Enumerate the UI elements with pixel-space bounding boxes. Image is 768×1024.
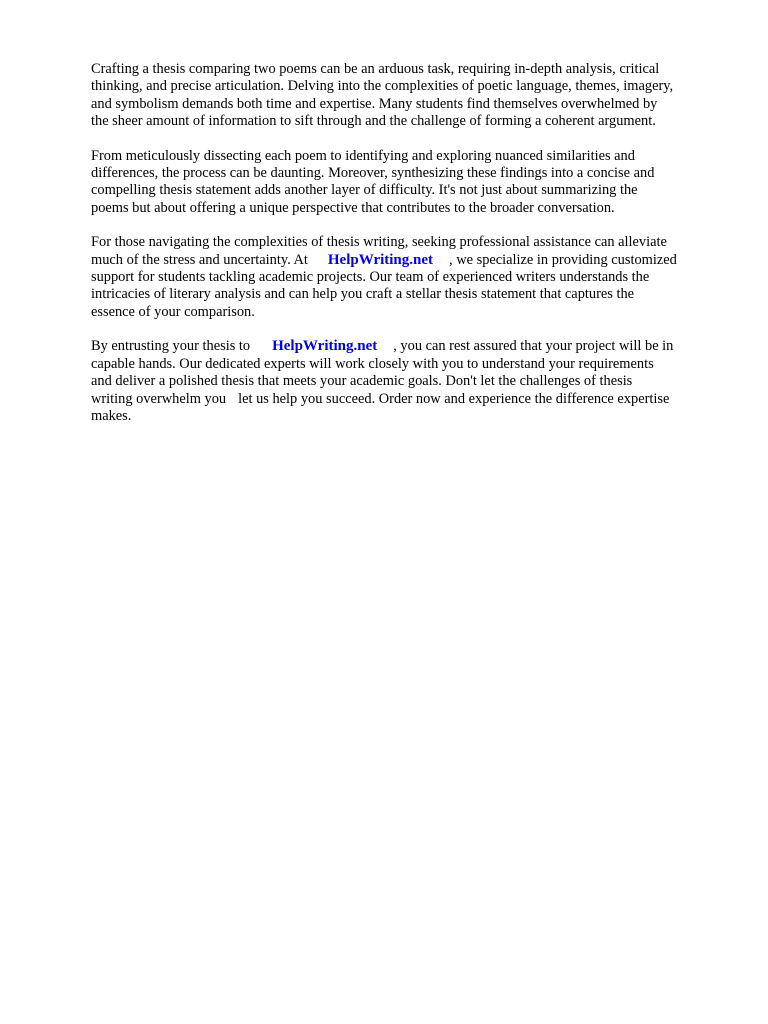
- text-line: Crafting a thesis comparing two poems can be an arduous task, requiring in-depth analysis, critical: [91, 61, 660, 77]
- text-line: makes.: [91, 407, 132, 424]
- text-line: thinking, and precise articulation. Delving into the complexities of poetic language, themes, imagery,: [91, 78, 674, 95]
- paragraph-call-to-action: [91, 338, 731, 425]
- text-segment: much of the stress and uncertainty. At: [91, 251, 308, 268]
- text-line: essence of your comparison.: [91, 303, 255, 320]
- text-line: and symbolism demands both time and expertise. Many students find themselves overwhelmed by: [91, 95, 658, 112]
- text-segment: By entrusting your thesis to: [91, 338, 251, 355]
- text-line: support for students tackling academic projects. Our team of experienced writers understands the: [91, 269, 650, 286]
- text-segment: , you can rest assured that your project will be in: [393, 338, 674, 355]
- paragraph-process: [91, 148, 731, 218]
- text-segment: writing overwhelm you: [91, 390, 227, 407]
- text-line: poems but about offering a unique perspective that contributes to the broader conversation.: [91, 199, 615, 216]
- document-body: [91, 61, 731, 442]
- text-line: differences, the process can be daunting. Moreover, synthesizing these findings into a concise and: [91, 165, 655, 182]
- paragraph-assistance: [91, 234, 731, 321]
- text-line: For those navigating the complexities of thesis writing, seeking professional assistance can alleviate: [91, 234, 667, 251]
- text-line: the sheer amount of information to sift through and the challenge of forming a coherent argument.: [91, 113, 656, 130]
- text-line: intricacies of literary analysis and can help you craft a stellar thesis statement that captures the: [91, 286, 635, 303]
- text-line: and deliver a polished thesis that meets your academic goals. Don't let the challenges of thesis: [91, 373, 633, 390]
- text-line-with-link: [91, 252, 731, 269]
- text-line: From meticulously dissecting each poem to identifying and exploring nuanced similarities and: [91, 147, 635, 164]
- text-line-with-link: [91, 338, 731, 355]
- text-line: capable hands. Our dedicated experts will work closely with you to understand your requirements: [91, 355, 654, 372]
- text-line: compelling thesis statement adds another layer of difficulty. It's not just about summarizing the: [91, 182, 638, 199]
- paragraph-intro: [91, 61, 731, 131]
- text-segment: let us help you succeed. Order now and experience the difference expertise: [238, 390, 670, 407]
- text-segment: , we specialize in providing customized: [449, 251, 677, 268]
- helpwriting-link[interactable]: HelpWriting.net: [327, 251, 434, 268]
- helpwriting-link[interactable]: HelpWriting.net: [272, 338, 378, 355]
- text-line: [91, 391, 731, 408]
